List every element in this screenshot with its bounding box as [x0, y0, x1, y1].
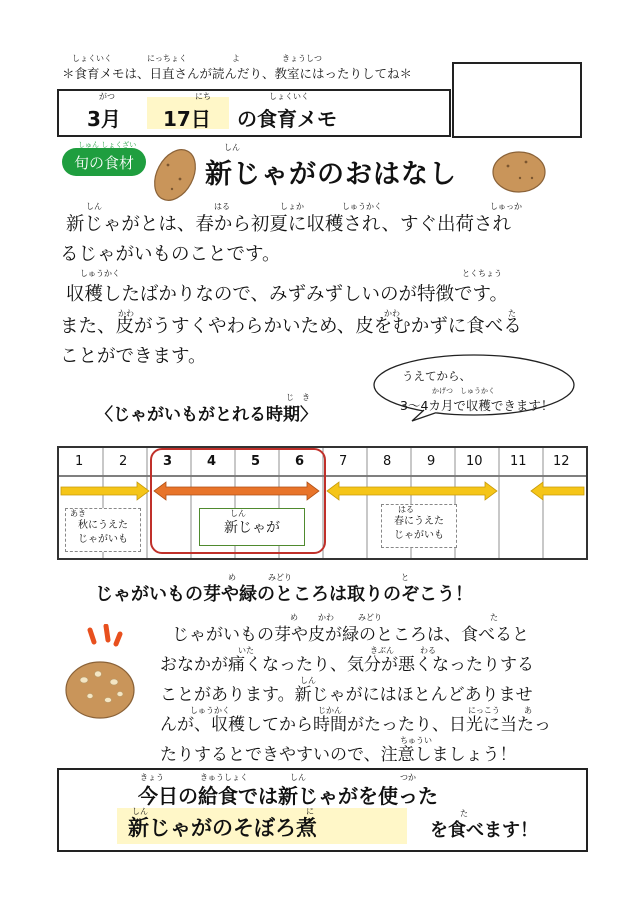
bubble-line-2: 3～4カ月で収穫できます！: [400, 398, 554, 413]
furigana-nichi: にち: [195, 92, 211, 101]
season-badge: [62, 148, 146, 176]
month-4: 4: [207, 454, 217, 469]
furigana-shukka: しゅっか: [490, 202, 522, 211]
stamp-box: [452, 62, 582, 138]
spring-label-line-2: じゃがいも: [394, 530, 444, 541]
potato-icon: [146, 143, 204, 207]
bubble-furigana: かげつ しゅうかく: [432, 387, 495, 395]
title-bar: [57, 89, 451, 137]
period-title: 〈じゃがいもがとれる時期〉: [96, 405, 317, 425]
sprout-title-furigana-to: と: [401, 573, 409, 582]
month-1: 1: [75, 454, 84, 469]
day-label: 17日: [163, 107, 211, 131]
main-title: 新じゃがのおはなし: [205, 159, 457, 190]
furigana-shokuiku: しょくいく: [72, 54, 112, 63]
spring-label: [381, 504, 457, 548]
spring-arrow: [327, 482, 497, 500]
sprout-line-5: たりするとできやすいので、注意しましょう！: [160, 745, 517, 765]
new-potato-text: 新じゃが: [224, 520, 280, 536]
furigana-shin: しん: [86, 202, 102, 211]
furigana-sprout-a: あ: [524, 706, 532, 715]
furigana-dish-ni: に: [306, 807, 314, 816]
furigana-kyuushoku: きゅうしょく: [200, 773, 248, 782]
intro-paragraph-1-line-1: 新じゃがとは、春から初夏に収穫され、すぐ出荷され: [60, 214, 511, 235]
furigana-shokuiku-title: しょくいく: [269, 92, 309, 101]
furigana-yo: よ: [232, 54, 240, 63]
sprout-title-furigana-midori: みどり: [268, 573, 292, 582]
intro-paragraph-2-line-3: ことができます。: [60, 346, 207, 367]
sprout-line-3: ことがあります。新じゃがにはほとんどありませ: [160, 685, 533, 705]
month-7: 7: [339, 454, 348, 469]
furigana-shuukaku-2: しゅうかく: [80, 269, 120, 278]
month-3: 3: [163, 454, 173, 469]
furigana-kyou: きょう: [140, 773, 164, 782]
furigana-sprout-nikkou: にっこう: [468, 706, 500, 715]
late-autumn-arrow: [531, 482, 584, 500]
furigana-kyoushitsu: きょうしつ: [282, 54, 322, 63]
month-10: 10: [466, 454, 483, 469]
autumn-label-line-2: じゃがいも: [78, 534, 128, 545]
furigana-sprout-shuukaku: しゅうかく: [190, 706, 230, 715]
memo-title: の食育メモ: [237, 107, 337, 131]
autumn-label: [65, 508, 141, 552]
month-5: 5: [251, 454, 261, 469]
spring-label-line-1: 春にうえた: [394, 516, 444, 527]
month-9: 9: [427, 454, 436, 469]
furigana-sprout-ta: た: [490, 613, 498, 622]
sprouted-potato-icon: [62, 624, 142, 724]
spring-furigana: はる: [398, 505, 414, 514]
month-label: 3月: [87, 107, 121, 131]
sprout-line-1: じゃがいもの芽や皮が緑のところは、食べると: [172, 625, 529, 645]
month-12: 12: [553, 454, 570, 469]
lunch-line-1: 今日の給食では新じゃがを使った: [138, 784, 438, 808]
furigana-sprout-ita: いた: [238, 646, 254, 655]
furigana-tokuchou: とくちょう: [462, 269, 502, 278]
dish-name: 新じゃがのそぼろ煮: [128, 816, 317, 840]
bubble-line-1: うえてから、: [402, 369, 471, 383]
furigana-kawa: かわ: [118, 309, 134, 318]
month-2: 2: [119, 454, 128, 469]
month-11: 11: [510, 454, 527, 469]
season-badge-label: 旬の食材: [73, 154, 134, 172]
furigana-gatsu: がつ: [99, 92, 115, 101]
sprout-line-2: おなかが痛くなったり、気分が悪くなったりする: [160, 655, 534, 675]
title-furigana: しん: [224, 143, 240, 152]
lunch-suffix: を食べます！: [430, 820, 538, 841]
potato-icon: [490, 148, 548, 196]
furigana-sprout-me: め: [290, 613, 298, 622]
furigana-lunch-shin: しん: [290, 773, 306, 782]
header-note: ＊食育メモは、日直さんが読んだり、教室にはったりしてね＊: [62, 66, 413, 81]
sprout-title-furigana-me: め: [228, 573, 236, 582]
sprout-title: じゃがいもの芽や緑のところは取りのぞこう！: [95, 584, 473, 605]
furigana-sprout-shin: しん: [300, 676, 316, 685]
intro-paragraph-1-line-2: るじゃがいものことです。: [60, 244, 281, 265]
furigana-nicchoku: にっちょく: [147, 54, 187, 63]
furigana-haru: はる: [214, 202, 230, 211]
furigana-sprout-midori: みどり: [358, 613, 382, 622]
intro-paragraph-2-line-1: 収穫したばかりなので、みずみずしいのが特徴です。: [60, 284, 509, 305]
furigana-sprout-jikan: じかん: [318, 706, 342, 715]
new-potato-furigana: しん: [230, 509, 246, 518]
intro-paragraph-2-line-2: また、皮がうすくやわらかいため、皮をむかずに食べる: [60, 316, 522, 337]
badge-furigana: しゅん しょくざい: [78, 141, 137, 149]
sprout-line-4: んが、収穫してから時間がたったり、日光に当たっ: [160, 715, 551, 735]
furigana-sprout-waru: わる: [420, 646, 436, 655]
furigana-shuukaku: しゅうかく: [342, 202, 382, 211]
autumn-arrow: [61, 482, 149, 500]
furigana-sprout-kawa: かわ: [318, 613, 334, 622]
autumn-furigana: あき: [70, 509, 86, 518]
furigana-dish-shin: しん: [132, 807, 148, 816]
autumn-label-line-1: 秋にうえた: [78, 520, 128, 531]
furigana-tsuka: つか: [400, 773, 416, 782]
month-8: 8: [383, 454, 392, 469]
furigana-kawa-2: かわ: [384, 309, 400, 318]
new-potato-season-highlight: [150, 448, 326, 554]
furigana-shoka: しょか: [280, 202, 304, 211]
furigana-sprout-chuui: ちゅうい: [400, 736, 432, 745]
furigana-sprout-kibun: きぶん: [370, 646, 394, 655]
month-6: 6: [295, 454, 305, 469]
furigana-lunch-ta: た: [460, 809, 468, 818]
furigana-ta: た: [508, 309, 516, 318]
period-title-furigana: じ き: [286, 393, 310, 402]
